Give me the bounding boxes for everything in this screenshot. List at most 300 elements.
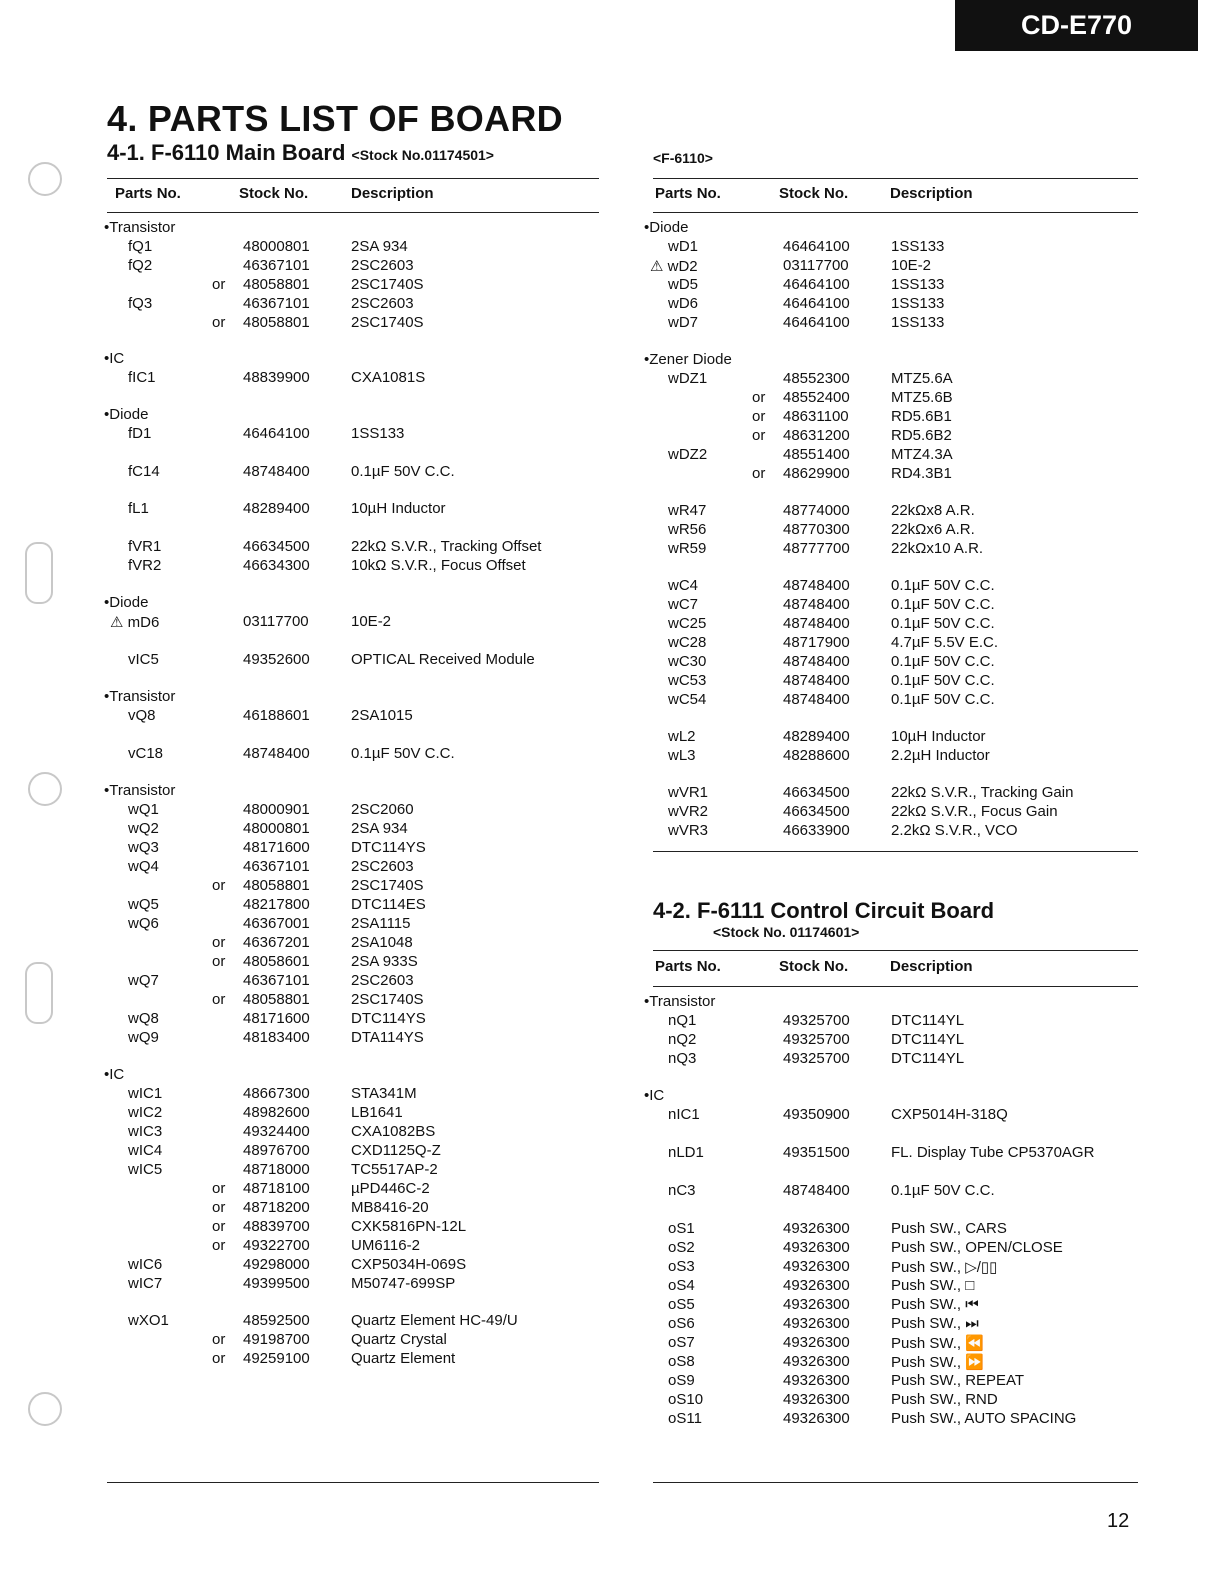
part-row — [107, 953, 577, 972]
part-row — [107, 500, 577, 519]
stock-no: 49351500 — [783, 1144, 850, 1161]
stock-no: 49324400 — [243, 1123, 310, 1140]
rule-header-f6111 — [653, 986, 1138, 987]
description: 10µH Inductor — [891, 728, 986, 745]
description: CXP5014H-318Q — [891, 1106, 1008, 1123]
part-no: fQ1 — [128, 238, 153, 255]
part-no: wC7 — [668, 596, 699, 613]
stock-no: 48058801 — [243, 877, 310, 894]
description: 10µH Inductor — [351, 500, 446, 517]
part-no: wIC5 — [128, 1161, 163, 1178]
part-row — [107, 934, 577, 953]
stock-no: 48058801 — [243, 314, 310, 331]
stock-no: 48839900 — [243, 369, 310, 386]
stock-no: 48748400 — [783, 577, 850, 594]
stock-no: 48000801 — [243, 238, 310, 255]
description: 2SC2603 — [351, 257, 414, 274]
description: DTC114YL — [891, 1050, 965, 1067]
section-2-stock: <Stock No. 01174601> — [713, 924, 860, 940]
description: 4.7µF 5.5V E.C. — [891, 634, 999, 651]
part-row — [107, 314, 577, 333]
part-row — [107, 1218, 577, 1237]
stock-no: 48718100 — [243, 1180, 310, 1197]
part-row — [647, 1050, 1117, 1069]
stock-no: 46464100 — [783, 276, 850, 293]
part-row — [647, 540, 1117, 559]
stock-no: 49326300 — [783, 1372, 850, 1389]
binder-slot — [25, 962, 53, 1024]
col-header-stock: Stock No. — [779, 185, 849, 202]
part-row — [647, 1315, 1117, 1334]
description: 22kΩx8 A.R. — [891, 502, 975, 519]
rule-top-f6111 — [653, 950, 1138, 951]
description: LB1641 — [351, 1104, 403, 1121]
part-no: nLD1 — [668, 1144, 704, 1161]
section-label: •Transistor — [104, 219, 176, 236]
part-row — [107, 369, 577, 388]
part-no: oS7 — [668, 1334, 695, 1351]
description: 2SC1740S — [351, 877, 424, 894]
part-no: wDZ2 — [668, 446, 708, 463]
col-header-stock: Stock No. — [779, 958, 849, 975]
part-row — [107, 1029, 577, 1048]
part-row — [647, 427, 1117, 446]
part-row — [647, 465, 1117, 484]
part-no: wVR2 — [668, 803, 709, 820]
description: TC5517AP-2 — [351, 1161, 438, 1178]
description: 2SC2603 — [351, 972, 414, 989]
stock-no: 48748400 — [783, 672, 850, 689]
stock-no: 49399500 — [243, 1275, 310, 1292]
description: µPD446C-2 — [351, 1180, 430, 1197]
part-row — [107, 858, 577, 877]
stock-no: 46367101 — [243, 858, 310, 875]
description: Quartz Crystal — [351, 1331, 447, 1348]
description: OPTICAL Received Module — [351, 651, 535, 668]
description: DTC114YS — [351, 839, 426, 856]
stock-no: 46464100 — [243, 425, 310, 442]
col-header-parts: Parts No. — [115, 185, 181, 202]
description: 2SC2603 — [351, 858, 414, 875]
alt-marker: or — [212, 1350, 226, 1367]
stock-no: 48982600 — [243, 1104, 310, 1121]
stock-no: 03117700 — [243, 613, 309, 630]
alt-marker: or — [212, 314, 226, 331]
part-row — [647, 1296, 1117, 1315]
stock-no: 46367101 — [243, 257, 310, 274]
rule-header-right — [653, 212, 1138, 213]
rule-top-left — [107, 178, 599, 179]
part-row — [647, 672, 1117, 691]
description: RD5.6B2 — [891, 427, 952, 444]
description: 2SC1740S — [351, 991, 424, 1008]
part-row — [647, 691, 1117, 710]
stock-no: 49326300 — [783, 1277, 850, 1294]
stock-no: 48631200 — [783, 427, 850, 444]
stock-no: 46634300 — [243, 557, 310, 574]
part-row — [107, 1331, 577, 1350]
part-row — [107, 1275, 577, 1294]
stock-no: 48748400 — [783, 615, 850, 632]
stock-no: 48774000 — [783, 502, 850, 519]
description: 2SA1048 — [351, 934, 413, 951]
description: Push SW., AUTO SPACING — [891, 1410, 1077, 1427]
description: 2SC1740S — [351, 276, 424, 293]
part-row — [647, 389, 1117, 408]
part-row — [107, 1123, 577, 1142]
part-no: nQ1 — [668, 1012, 697, 1029]
section-1-stock: <Stock No.01174501> — [351, 147, 494, 163]
part-row — [647, 1391, 1117, 1410]
rule-bottom-right — [653, 1482, 1138, 1483]
part-row — [647, 653, 1117, 672]
description: 2.2kΩ S.V.R., VCO — [891, 822, 1018, 839]
part-row — [647, 596, 1117, 615]
description: 2SA1115 — [351, 915, 411, 932]
stock-no: 49326300 — [783, 1239, 850, 1256]
alt-marker: or — [752, 427, 766, 444]
stock-no: 49326300 — [783, 1315, 850, 1332]
section-1-heading — [107, 140, 494, 166]
description: MTZ4.3A — [891, 446, 953, 463]
stock-no: 49325700 — [783, 1012, 850, 1029]
part-row — [107, 915, 577, 934]
stock-no: 49326300 — [783, 1258, 850, 1275]
stock-no: 48717900 — [783, 634, 850, 651]
punch-hole — [28, 162, 62, 196]
part-no: wQ5 — [128, 896, 159, 913]
part-no: nIC1 — [668, 1106, 700, 1123]
section-label: •Transistor — [104, 782, 176, 799]
col-header-parts: Parts No. — [655, 958, 721, 975]
part-no: wD7 — [668, 314, 699, 331]
description: 22kΩx10 A.R. — [891, 540, 984, 557]
description: FL. Display Tube CP5370AGR — [891, 1144, 1095, 1161]
part-row — [107, 613, 577, 632]
part-row — [107, 295, 577, 314]
part-row — [647, 408, 1117, 427]
part-no: fVR1 — [128, 538, 162, 555]
rule-end-f6110 — [653, 851, 1138, 852]
part-row — [107, 820, 577, 839]
part-no: wR59 — [668, 540, 707, 557]
stock-no: 49326300 — [783, 1391, 850, 1408]
col-header-parts: Parts No. — [655, 185, 721, 202]
part-row — [647, 1277, 1117, 1296]
description: UM6116-2 — [351, 1237, 420, 1254]
part-no: oS8 — [668, 1353, 695, 1370]
stock-no: 49326300 — [783, 1353, 850, 1370]
part-row — [107, 651, 577, 670]
part-row — [647, 1334, 1117, 1353]
description: 1SS133 — [891, 295, 945, 312]
description: 0.1µF 50V C.C. — [351, 463, 455, 480]
description: MTZ5.6A — [891, 370, 953, 387]
description: Push SW., ⏩ — [891, 1354, 984, 1371]
part-no: fL1 — [128, 500, 149, 517]
stock-no: 48289400 — [783, 728, 850, 745]
description: CXA1081S — [351, 369, 426, 386]
description: Push SW., CARS — [891, 1220, 1007, 1237]
stock-no: 49298000 — [243, 1256, 310, 1273]
part-no: wD5 — [668, 276, 699, 293]
stock-no: 46367101 — [243, 972, 310, 989]
description: Push SW., RND — [891, 1391, 998, 1408]
part-no: ⚠ wD2 — [650, 258, 698, 275]
description: 22kΩx6 A.R. — [891, 521, 975, 538]
alt-marker: or — [212, 1218, 226, 1235]
description: Push SW., REPEAT — [891, 1372, 1025, 1389]
part-row — [647, 728, 1117, 747]
part-no: oS1 — [668, 1220, 695, 1237]
description: RD4.3B1 — [891, 465, 952, 482]
part-no: fQ2 — [128, 257, 153, 274]
rule-bottom-left — [107, 1482, 599, 1483]
stock-no: 46634500 — [783, 803, 850, 820]
col-header-desc: Description — [890, 185, 973, 202]
section-2-heading: 4-2. F-6111 Control Circuit Board — [653, 898, 995, 923]
part-no: wVR3 — [668, 822, 709, 839]
description: 0.1µF 50V C.C. — [351, 745, 455, 762]
part-no: fIC1 — [128, 369, 156, 386]
part-row — [107, 745, 577, 764]
part-row — [107, 877, 577, 896]
alt-marker: or — [752, 408, 766, 425]
stock-no: 49259100 — [243, 1350, 310, 1367]
description: 2SC1740S — [351, 314, 424, 331]
stock-no: 48217800 — [243, 896, 310, 913]
stock-no: 48171600 — [243, 839, 310, 856]
binder-slot — [25, 542, 53, 604]
description: 0.1µF 50V C.C. — [891, 691, 995, 708]
stock-no: 48770300 — [783, 521, 850, 538]
part-row — [647, 502, 1117, 521]
part-row — [107, 463, 577, 482]
description: 2.2µH Inductor — [891, 747, 990, 764]
part-no: wVR1 — [668, 784, 709, 801]
stock-no: 48748400 — [783, 653, 850, 670]
description: 0.1µF 50V C.C. — [891, 672, 995, 689]
part-no: vIC5 — [128, 651, 159, 668]
part-row — [107, 991, 577, 1010]
part-row — [107, 1142, 577, 1161]
description: 2SA 933S — [351, 953, 418, 970]
rule-header-left — [107, 212, 599, 213]
part-no: wQ4 — [128, 858, 159, 875]
punch-hole — [28, 1392, 62, 1426]
stock-no: 48777700 — [783, 540, 850, 557]
description: Push SW., OPEN/CLOSE — [891, 1239, 1063, 1256]
part-no: oS11 — [668, 1410, 702, 1427]
part-row — [647, 747, 1117, 766]
section-label: •Diode — [644, 219, 689, 236]
part-no: wXO1 — [128, 1312, 169, 1329]
description: 22kΩ S.V.R., Focus Gain — [891, 803, 1058, 820]
description: MB8416-20 — [351, 1199, 429, 1216]
alt-marker: or — [212, 877, 226, 894]
part-row — [107, 972, 577, 991]
part-row — [107, 276, 577, 295]
part-no: vQ8 — [128, 707, 156, 724]
description: 22kΩ S.V.R., Tracking Gain — [891, 784, 1074, 801]
stock-no: 46634500 — [783, 784, 850, 801]
part-row — [107, 1350, 577, 1369]
part-row — [107, 1180, 577, 1199]
description: 10kΩ S.V.R., Focus Offset — [351, 557, 526, 574]
stock-no: 03117700 — [783, 257, 849, 274]
part-no: wD6 — [668, 295, 699, 312]
description: Push SW., ▷/▯▯ — [891, 1259, 998, 1276]
stock-no: 48629900 — [783, 465, 850, 482]
section-label: •Zener Diode — [644, 351, 732, 368]
part-row — [107, 1010, 577, 1029]
col-header-stock: Stock No. — [239, 185, 309, 202]
part-row — [107, 1312, 577, 1331]
part-no: oS9 — [668, 1372, 695, 1389]
description: 10E-2 — [891, 257, 932, 274]
part-row — [647, 370, 1117, 389]
part-no: wR47 — [668, 502, 707, 519]
section-label: •IC — [644, 1087, 665, 1104]
part-row — [647, 577, 1117, 596]
description: Push SW., □ — [891, 1277, 975, 1294]
description: DTC114ES — [351, 896, 426, 913]
part-row — [107, 1085, 577, 1104]
part-no: wQ2 — [128, 820, 159, 837]
part-no: nQ3 — [668, 1050, 697, 1067]
stock-no: 48748400 — [783, 1182, 850, 1199]
part-row — [107, 1104, 577, 1123]
stock-no: 48718200 — [243, 1199, 310, 1216]
part-row — [647, 1220, 1117, 1239]
stock-no: 48667300 — [243, 1085, 310, 1102]
stock-no: 49198700 — [243, 1331, 310, 1348]
part-row — [647, 1410, 1117, 1429]
stock-no: 48000801 — [243, 820, 310, 837]
part-row — [107, 425, 577, 444]
stock-no: 46188601 — [243, 707, 310, 724]
description: 10E-2 — [351, 613, 392, 630]
part-row — [647, 1012, 1117, 1031]
part-no: oS4 — [668, 1277, 695, 1294]
description: 1SS133 — [891, 314, 945, 331]
description: DTC114YS — [351, 1010, 426, 1027]
stock-no: 48718000 — [243, 1161, 310, 1178]
part-no: wC28 — [668, 634, 707, 651]
stock-no: 46464100 — [783, 314, 850, 331]
part-no: wQ9 — [128, 1029, 159, 1046]
section-label: •Diode — [104, 406, 149, 423]
part-no: wC25 — [668, 615, 707, 632]
description: 1SS133 — [891, 276, 945, 293]
description: Push SW., ⏪ — [891, 1335, 984, 1352]
section-label: •Diode — [104, 594, 149, 611]
part-no: fD1 — [128, 425, 152, 442]
part-no: fVR2 — [128, 557, 162, 574]
part-no: wIC4 — [128, 1142, 163, 1159]
stock-no: 48058801 — [243, 276, 310, 293]
part-no: vC18 — [128, 745, 164, 762]
stock-no: 48839700 — [243, 1218, 310, 1235]
part-row — [647, 1106, 1117, 1125]
part-no: wQ3 — [128, 839, 159, 856]
part-row — [107, 538, 577, 557]
part-no: wIC2 — [128, 1104, 163, 1121]
description: 2SA 934 — [351, 820, 408, 837]
part-no: wC54 — [668, 691, 707, 708]
part-row — [107, 839, 577, 858]
stock-no: 46633900 — [783, 822, 850, 839]
part-no: oS3 — [668, 1258, 695, 1275]
alt-marker: or — [212, 276, 226, 293]
description: CXA1082BS — [351, 1123, 436, 1140]
punch-hole — [28, 772, 62, 806]
part-no: wC30 — [668, 653, 707, 670]
part-row — [107, 1256, 577, 1275]
part-no: wIC1 — [128, 1085, 163, 1102]
description: 2SC2603 — [351, 295, 414, 312]
part-no: oS2 — [668, 1239, 695, 1256]
alt-marker: or — [212, 991, 226, 1008]
stock-no: 48748400 — [243, 463, 310, 480]
alt-marker: or — [212, 1237, 226, 1254]
description: 1SS133 — [351, 425, 405, 442]
description: 0.1µF 50V C.C. — [891, 596, 995, 613]
part-row — [107, 1199, 577, 1218]
stock-no: 49326300 — [783, 1334, 850, 1351]
stock-no: 49325700 — [783, 1031, 850, 1048]
part-row — [647, 295, 1117, 314]
part-row — [107, 707, 577, 726]
stock-no: 48748400 — [783, 691, 850, 708]
description: M50747-699SP — [351, 1275, 456, 1292]
stock-no: 46367001 — [243, 915, 310, 932]
description: RD5.6B1 — [891, 408, 952, 425]
description: STA341M — [351, 1085, 417, 1102]
part-row — [647, 276, 1117, 295]
part-no: wIC3 — [128, 1123, 163, 1140]
stock-no: 48552400 — [783, 389, 850, 406]
part-row — [647, 634, 1117, 653]
section-label: •Transistor — [104, 688, 176, 705]
part-row — [647, 521, 1117, 540]
col-header-desc: Description — [890, 958, 973, 975]
part-no: fC14 — [128, 463, 160, 480]
alt-marker: or — [212, 1199, 226, 1216]
stock-no: 49322700 — [243, 1237, 310, 1254]
stock-no: 48748400 — [243, 745, 310, 762]
part-row — [647, 822, 1117, 841]
stock-no: 49352600 — [243, 651, 310, 668]
part-row — [647, 615, 1117, 634]
part-no: wIC6 — [128, 1256, 163, 1273]
part-row — [647, 1258, 1117, 1277]
stock-no: 49350900 — [783, 1106, 850, 1123]
stock-no: 48631100 — [783, 408, 849, 425]
stock-no: 46367201 — [243, 934, 310, 951]
stock-no: 48592500 — [243, 1312, 310, 1329]
part-row — [647, 803, 1117, 822]
alt-marker: or — [212, 953, 226, 970]
part-row — [647, 784, 1117, 803]
page-number: 12 — [1107, 1510, 1130, 1532]
stock-no: 49326300 — [783, 1410, 850, 1427]
part-no: nQ2 — [668, 1031, 697, 1048]
description: 0.1µF 50V C.C. — [891, 615, 995, 632]
stock-no: 48000901 — [243, 801, 310, 818]
part-no: wL2 — [668, 728, 696, 745]
description: DTC114YL — [891, 1031, 965, 1048]
